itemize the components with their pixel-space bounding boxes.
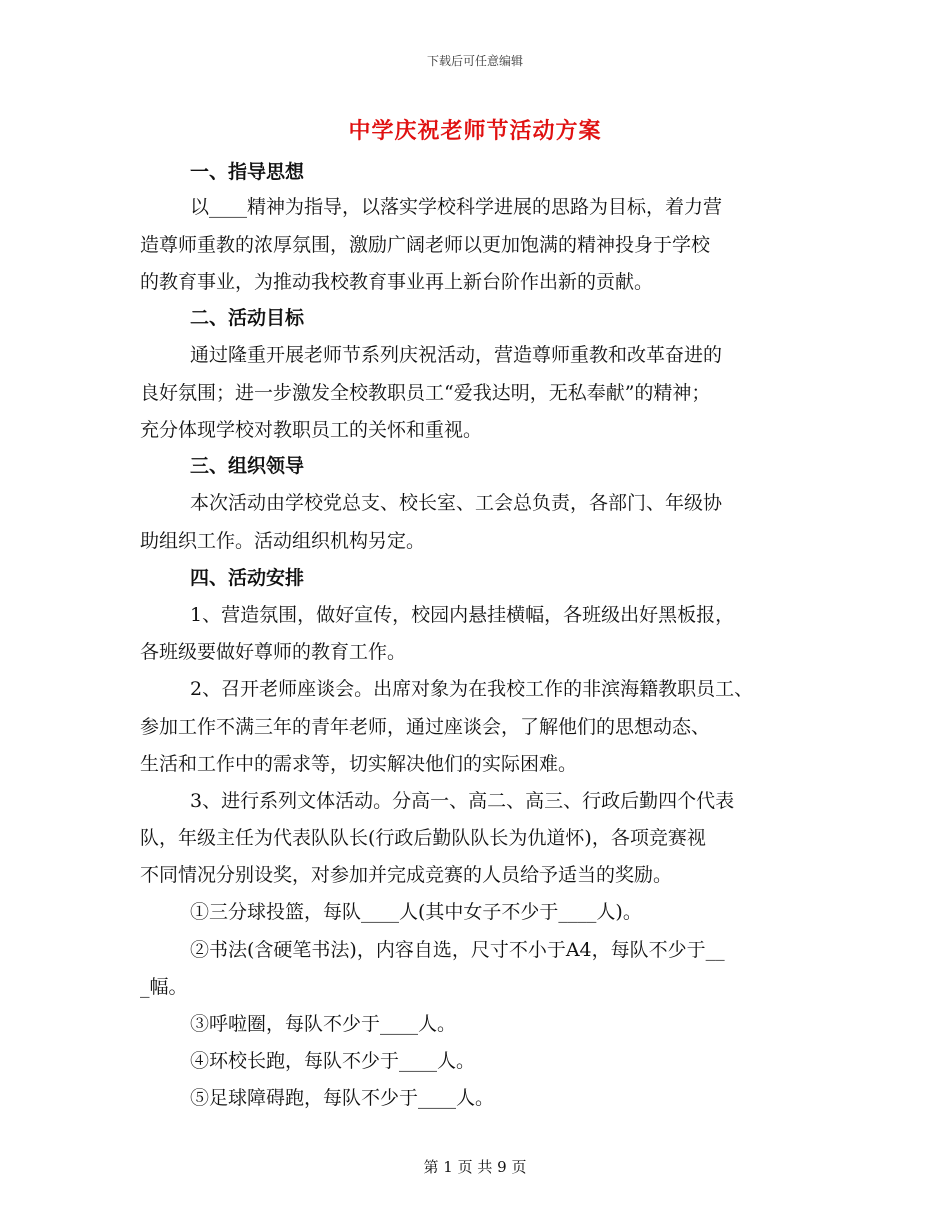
paragraph-line: 队，年级主任为代表队队长(行政后勤队队长为仇道怀)，各项竞赛视 [140, 827, 706, 849]
section-heading: 四、活动安排 [190, 567, 305, 589]
section-heading: 一、指导思想 [190, 161, 305, 183]
paragraph-line: 良好氛围；进一步激发全校教职员工“爱我达明，无私奉献”的精神； [140, 382, 711, 404]
section-heading: 二、活动目标 [190, 307, 305, 329]
paragraph-line: 通过隆重开展老师节系列庆祝活动，营造尊师重教和改革奋进的 [190, 344, 723, 366]
paragraph-line: 助组织工作。活动组织机构另定。 [140, 530, 426, 552]
document-title: 中学庆祝老师节活动方案 [348, 118, 602, 144]
paragraph-line: 各班级要做好尊师的教育工作。 [140, 641, 407, 663]
paragraph-line: 本次活动由学校党总支、校长室、工会总负责，各部门、年级协 [190, 492, 723, 514]
paragraph-line: 充分体现学校对教职员工的关怀和重视。 [140, 419, 483, 441]
paragraph-line: 参加工作不满三年的青年老师，通过座谈会，了解他们的思想动态、 [140, 716, 711, 738]
download-note: 下载后可任意编辑 [426, 54, 523, 68]
list-item: ④环校长跑，每队不少于____人。 [190, 1050, 476, 1072]
list-item: ⑤足球障碍跑，每队不少于____人。 [190, 1087, 495, 1109]
list-item: ③呼啦圈，每队不少于____人。 [190, 1013, 457, 1035]
list-item-continuation: _幅。 [140, 976, 188, 998]
paragraph-line: 以____精神为指导，以落实学校科学进展的思路为目标，着力营 [190, 196, 723, 218]
page-number: 第 1 页 共 9 页 [423, 1158, 527, 1176]
paragraph-line: 3、进行系列文体活动。分高一、高二、高三、行政后勤四个代表 [190, 790, 735, 812]
paragraph-line: 造尊师重教的浓厚氛围，激励广阔老师以更加饱满的精神投身于学校 [140, 234, 711, 256]
paragraph-line: 2、召开老师座谈会。出席对象为在我校工作的非滨海籍教职员工、 [190, 678, 754, 700]
paragraph-line: 生活和工作中的需求等，切实解决他们的实际困难。 [140, 753, 578, 775]
paragraph-line: 1、营造氛围，做好宣传，校园内悬挂横幅，各班级出好黑板报， [190, 604, 735, 626]
paragraph-line: 的教育事业，为推动我校教育事业再上新台阶作出新的贡献。 [140, 271, 654, 293]
list-item: ②书法(含硬笔书法)，内容自选，尺寸不小于A4，每队不少于__ [190, 939, 725, 961]
section-heading: 三、组织领导 [190, 455, 305, 477]
paragraph-line: 不同情况分别设奖，对参加并完成竞赛的人员给予适当的奖励。 [140, 864, 673, 886]
list-item: ①三分球投篮，每队____人(其中女子不少于____人)。 [190, 901, 642, 923]
